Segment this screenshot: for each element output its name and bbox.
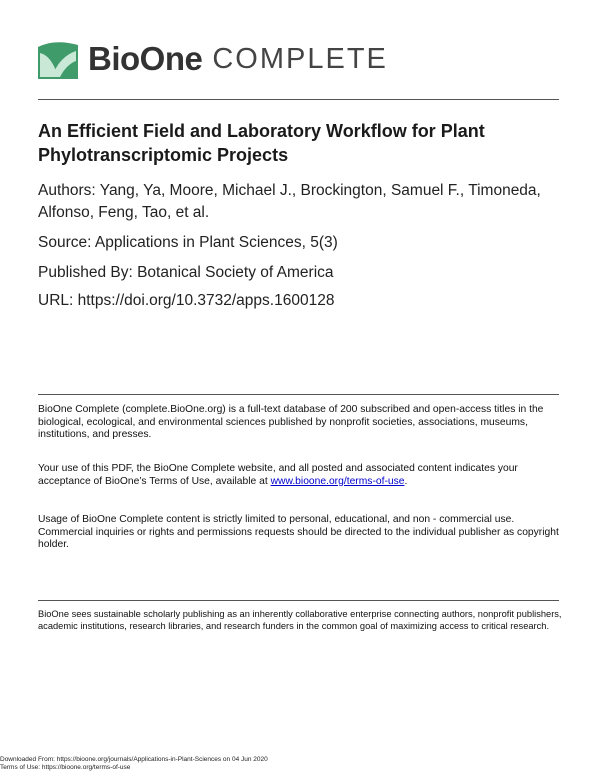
terms-end: . <box>404 475 408 487</box>
bioone-logo <box>38 38 388 80</box>
article-title: An Efficient Field and Laboratory Workflow for Plant Phylotranscriptomic Projects <box>38 121 485 165</box>
terms-paragraph <box>38 463 563 488</box>
terms-link[interactable]: www.bioone.org/terms-of-use <box>270 475 405 487</box>
mission-paragraph: BioOne sees sustainable scholarly publishing as an inherently collaborative enterprise connecting authors, nonprofit publishers, academic institutions, research libraries, and research funders in the common goal of maximizing access to critical research. <box>38 609 562 631</box>
logo-wordmark: BioOne <box>88 40 203 77</box>
bioone-description: BioOne Complete (complete.BioOne.org) is a full-text database of 200 subscribed and open-access titles in the biological, ecological, and environmental sciences published by nonprofit societies, associations, museums, institutions, and presses. <box>38 404 544 440</box>
usage-paragraph: Usage of BioOne Complete content is strictly limited to personal, educational, and non - commercial use. Commercial inquiries or rights and permissions requests should be directed to the individual publisher as copyright holder. <box>38 514 559 550</box>
footer-divider <box>38 600 559 601</box>
source: Source: Applications in Plant Sciences, 5(3) <box>38 234 338 251</box>
publisher: Published By: Botanical Society of America <box>38 264 334 281</box>
terms-of-use-footer: Terms of Use: https://bioone.org/terms-of-use <box>0 764 131 771</box>
article-url[interactable]: URL: https://doi.org/10.3732/apps.1600128 <box>38 292 335 309</box>
bioone-leaf-icon <box>38 39 78 79</box>
header-divider <box>38 99 559 100</box>
logo-complete: COMPLETE <box>212 43 388 75</box>
download-info: Downloaded From: https://bioone.org/journals/Applications-in-Plant-Sciences on 04 Jun 2020 <box>0 756 268 763</box>
section-divider <box>38 394 559 395</box>
terms-text: Your use of this PDF, the BioOne Complete website, and all posted and associated content indicates your acceptance of BioOne’s Terms of Use, available at <box>38 463 518 487</box>
authors: Authors: Yang, Ya, Moore, Michael J., Brockington, Samuel F., Timoneda, Alfonso, Feng, Tao, et al. <box>38 182 541 221</box>
